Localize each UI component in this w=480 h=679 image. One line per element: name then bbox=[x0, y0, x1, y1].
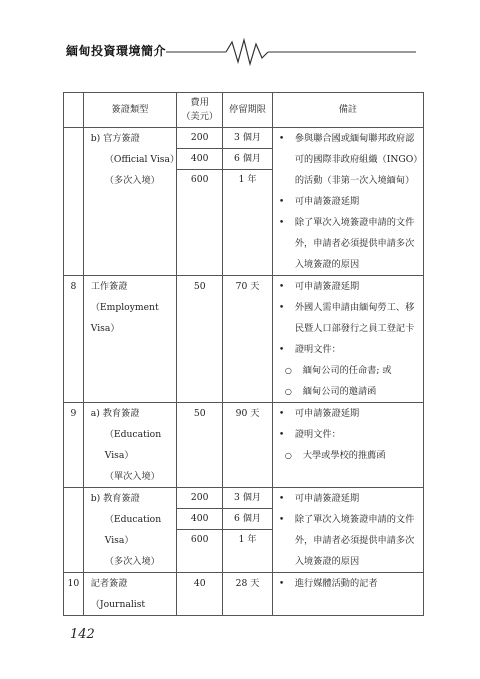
fee-cell bbox=[177, 276, 223, 403]
note-text: 可申請簽證延期 bbox=[294, 196, 360, 207]
note-text: 大學或學校的推薦函 bbox=[302, 450, 386, 461]
bullet-icon: • bbox=[278, 514, 285, 525]
table-header-row bbox=[64, 93, 424, 128]
row-number: 10 bbox=[64, 573, 84, 616]
note-item bbox=[273, 276, 423, 297]
note-item bbox=[273, 128, 423, 191]
note-item bbox=[273, 339, 423, 360]
visa-type-line: b) 官方簽證 bbox=[90, 133, 140, 144]
duration-value: 90 天 bbox=[235, 408, 260, 419]
fee-cell bbox=[177, 488, 223, 573]
note-text: 緬甸公司的邀請函 bbox=[302, 386, 377, 397]
table-body bbox=[64, 128, 424, 616]
visa-type-cell bbox=[83, 488, 176, 573]
fee-cell bbox=[177, 403, 223, 488]
visa-type-cell bbox=[83, 573, 176, 616]
note-text: 證明文件： bbox=[294, 344, 341, 355]
fee-value: 400 bbox=[177, 509, 222, 530]
duration-cell bbox=[223, 488, 273, 573]
note-item bbox=[273, 191, 423, 212]
bullet-icon: • bbox=[278, 344, 285, 355]
note-item bbox=[273, 509, 423, 572]
note-item bbox=[273, 424, 423, 445]
note-text: 緬甸公司的任命書; 或 bbox=[302, 365, 392, 376]
page-number: 142 bbox=[70, 627, 95, 642]
notes-cell bbox=[272, 403, 423, 488]
row-number bbox=[64, 488, 84, 573]
fee-value: 50 bbox=[193, 281, 206, 292]
table-row bbox=[64, 488, 424, 573]
col-fee-unit: （美元） bbox=[181, 111, 219, 122]
duration-cell bbox=[223, 573, 273, 616]
duration-value: 1 年 bbox=[238, 174, 257, 185]
duration-value: 3 個月 bbox=[223, 488, 272, 509]
duration-cell bbox=[223, 276, 273, 403]
page-header bbox=[66, 30, 426, 74]
visa-type-line: 工作簽證 bbox=[90, 281, 128, 292]
visa-type-line: （Education Visa） bbox=[104, 514, 162, 546]
note-text: 可申請簽證延期 bbox=[294, 493, 360, 504]
col-duration-header: 停留期限 bbox=[223, 93, 273, 128]
note-item bbox=[273, 445, 423, 466]
duration-value: 3 個月 bbox=[223, 128, 272, 149]
fee-cell bbox=[177, 128, 223, 276]
bullet-icon: • bbox=[278, 196, 285, 207]
visa-type-line: 記者簽證（Journalist bbox=[90, 578, 146, 610]
bullet-icon: • bbox=[278, 429, 285, 440]
duration-value: 1 年 bbox=[238, 534, 257, 545]
note-item bbox=[273, 297, 423, 339]
fee-value: 400 bbox=[177, 149, 222, 170]
table-row bbox=[64, 403, 424, 488]
visa-type-line: （多次入境） bbox=[104, 556, 160, 567]
circle-bullet-icon: ○ bbox=[284, 451, 292, 460]
note-text: 外國人需申請由緬甸勞工、移民暨人口部發行之員工登記卡 bbox=[294, 302, 415, 334]
table-row bbox=[64, 276, 424, 403]
note-item bbox=[273, 403, 423, 424]
duration-value: 70 天 bbox=[235, 281, 260, 292]
duration-value: 6 個月 bbox=[223, 149, 272, 170]
note-text: 可申請簽證延期 bbox=[294, 281, 360, 292]
notes-cell bbox=[272, 573, 423, 616]
notes-cell bbox=[272, 128, 423, 276]
visa-table bbox=[63, 92, 424, 616]
circle-bullet-icon: ○ bbox=[284, 366, 292, 375]
col-fee-header bbox=[177, 93, 223, 128]
bullet-icon: • bbox=[278, 217, 285, 228]
visa-type-line: b) 教育簽證 bbox=[90, 493, 140, 504]
fee-value: 600 bbox=[190, 174, 209, 185]
bullet-icon: • bbox=[278, 578, 285, 589]
visa-type-cell bbox=[83, 403, 176, 488]
visa-type-line: （Official Visa） bbox=[104, 154, 180, 165]
note-text: 證明文件： bbox=[294, 429, 341, 440]
table-row bbox=[64, 128, 424, 276]
visa-type-cell bbox=[83, 276, 176, 403]
note-item bbox=[273, 573, 423, 594]
duration-cell bbox=[223, 403, 273, 488]
table-row bbox=[64, 573, 424, 616]
visa-type-line: （Employment Visa） bbox=[90, 302, 159, 334]
bullet-icon: • bbox=[278, 302, 285, 313]
bullet-icon: • bbox=[278, 133, 285, 144]
bullet-icon: • bbox=[278, 281, 285, 292]
row-number: 9 bbox=[64, 403, 84, 488]
col-notes-header: 備註 bbox=[272, 93, 423, 128]
duration-cell bbox=[223, 128, 273, 276]
note-item bbox=[273, 488, 423, 509]
col-fee-label: 費用 bbox=[190, 97, 209, 108]
notes-cell bbox=[272, 276, 423, 403]
visa-type-line: （多次入境） bbox=[104, 175, 160, 186]
fee-cell bbox=[177, 573, 223, 616]
visa-type-cell bbox=[83, 128, 180, 276]
fee-value: 200 bbox=[177, 128, 222, 149]
fee-value: 600 bbox=[190, 534, 209, 545]
duration-value: 28 天 bbox=[235, 578, 260, 589]
note-text: 除了單次入境簽證申請的文件外，申請者必須提供申請多次入境簽證的原因 bbox=[294, 217, 415, 270]
col-type-header: 簽證類型 bbox=[83, 93, 176, 128]
bullet-icon: • bbox=[278, 493, 285, 504]
header-title: 緬甸投資環境簡介 bbox=[66, 44, 167, 58]
visa-type-line: a) 教育簽證 bbox=[90, 408, 140, 419]
note-item bbox=[273, 381, 423, 402]
row-number: 8 bbox=[64, 276, 84, 403]
fee-value: 40 bbox=[193, 578, 206, 589]
notes-cell bbox=[272, 488, 423, 573]
note-text: 參與聯合國或緬甸聯邦政府認可的國際非政府組織（INGO）的活動（非第一次入境緬甸） bbox=[294, 133, 418, 186]
col-no-header bbox=[64, 93, 84, 128]
note-text: 除了單次入境簽證申請的文件外，申請者必須提供申請多次入境簽證的原因 bbox=[294, 514, 415, 567]
note-text: 進行媒體活動的記者 bbox=[294, 578, 378, 589]
bullet-icon: • bbox=[278, 408, 285, 419]
visa-type-line: （Education Visa） bbox=[104, 429, 162, 461]
fee-value: 200 bbox=[177, 488, 222, 509]
row-number bbox=[64, 128, 84, 276]
note-text: 可申請簽證延期 bbox=[294, 408, 360, 419]
fee-value: 50 bbox=[193, 408, 206, 419]
note-item bbox=[273, 212, 423, 275]
circle-bullet-icon: ○ bbox=[284, 387, 292, 396]
visa-type-line: （單次入境） bbox=[104, 471, 160, 482]
note-item bbox=[273, 360, 423, 381]
duration-value: 6 個月 bbox=[223, 509, 272, 530]
